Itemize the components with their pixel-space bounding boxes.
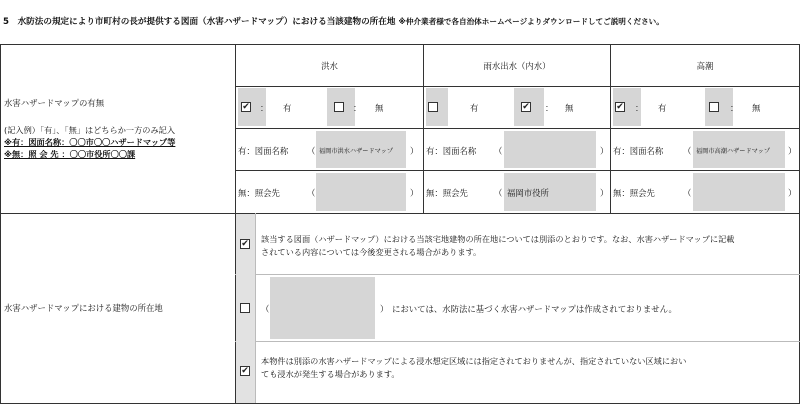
grid-line [235,170,800,171]
inland-map-name-field[interactable] [504,131,596,168]
flood-yes-checkbox[interactable]: ✔ [242,102,250,112]
section-title-main: 5 水防法の規定により市町村の長が提供する図面（水害ハザードマップ）における当該建物の所在地 [3,17,396,27]
grid-line [235,128,800,129]
option3-text [261,355,686,381]
flood-inquiry-field[interactable] [316,173,406,211]
hazard-map-existence-label: 水害ハザードマップの有無 [4,98,105,108]
inland-no-label: 無 [565,103,574,113]
paren-close: ） [600,188,609,198]
colon: ： [730,103,739,113]
example-line-1: (記入例）「有」、「無」はどちらか一方のみ記入 [4,125,176,135]
paren-close: ） [410,188,419,198]
section-title [3,15,664,27]
paren-close: ） [788,188,797,198]
storm-surge-no-checkbox[interactable] [709,102,719,112]
colon: ： [353,103,362,113]
option2-municipality-field[interactable] [270,277,375,339]
flood-map-name-label: 有：図面名称 [238,146,289,156]
storm-surge-inquiry-label: 無：照会先 [613,188,655,198]
option2-checkbox[interactable] [240,303,250,313]
storm-surge-no-label: 無 [752,103,761,113]
flood-yes-label: 有 [283,103,292,113]
grid-line [255,213,256,403]
paren-close: ） [380,304,389,314]
paren-open: （ [261,304,270,314]
option1-line2: されている内容については今後変更される場合があります。 [261,247,482,257]
paren-open: （ [683,188,692,198]
column-header-inland: 雨水出水（内水） [483,61,551,71]
paren-open: （ [307,146,316,156]
grid-line [0,44,800,45]
option2-text: においては、水防法に基づく水害ハザードマップは作成されておりません。 [392,304,677,314]
example-line-3: ※無：照 会 先 ：〇〇市役所〇〇課 [4,149,136,159]
option3-line2: ても浸水が発生する場合があります。 [261,369,400,379]
paren-close: ） [788,146,797,156]
storm-surge-map-name-label: 有：図面名称 [613,146,664,156]
flood-inquiry-label: 無：照会先 [238,188,280,198]
grid-line [0,213,800,214]
storm-surge-yes-checkbox[interactable]: ✔ [616,102,624,112]
grid-line [0,44,1,404]
section-title-note: ※仲介業者様で各自治体ホームページよりダウンロードしてご説明ください。 [398,17,664,26]
storm-surge-map-name-value: 福岡市高潮ハザードマップ [696,148,771,155]
grid-line [235,86,800,87]
paren-close: ） [600,146,609,156]
flood-map-name-value: 福岡市洪水ハザードマップ [319,148,394,155]
storm-surge-inquiry-field[interactable] [693,173,785,211]
inland-inquiry-value: 福岡市役所 [507,188,549,198]
inland-yes-checkbox[interactable] [428,102,438,112]
inland-inquiry-label: 無：照会先 [426,188,468,198]
option1-text [261,233,734,259]
colon: ： [260,103,269,113]
paren-open: （ [307,188,316,198]
building-location-label: 水害ハザードマップにおける建物の所在地 [4,303,163,313]
option1-line1: 該当する図面（ハザードマップ）における当該宅地建物の所在地については別添のとおりです。なお、水害ハザードマップに記載 [261,234,735,244]
paren-open: （ [494,146,503,156]
inland-no-checkbox[interactable]: ✔ [522,102,530,112]
flood-no-label: 無 [375,103,384,113]
option1-checkbox[interactable]: ✔ [241,239,249,249]
flood-no-checkbox[interactable] [334,102,344,112]
grid-line [235,341,800,342]
paren-close: ） [410,146,419,156]
example-line-2: ※有：図面名称：〇〇市〇〇ハザードマップ等 [4,137,176,147]
paren-open: （ [494,188,503,198]
storm-surge-yes-label: 有 [658,103,667,113]
paren-open: （ [683,146,692,156]
column-header-storm-surge: 高潮 [696,61,714,71]
option3-checkbox[interactable]: ✔ [241,366,249,376]
colon: ： [545,103,554,113]
grid-line [235,274,800,275]
option3-line1: 本物件は別添の水害ハザードマップによる浸水想定区域には指定されておりませんが、指定されていない区域におい [261,356,687,366]
column-header-flood: 洪水 [321,61,338,71]
inland-map-name-label: 有：図面名称 [426,146,477,156]
colon: ： [635,103,644,113]
inland-yes-label: 有 [470,103,479,113]
